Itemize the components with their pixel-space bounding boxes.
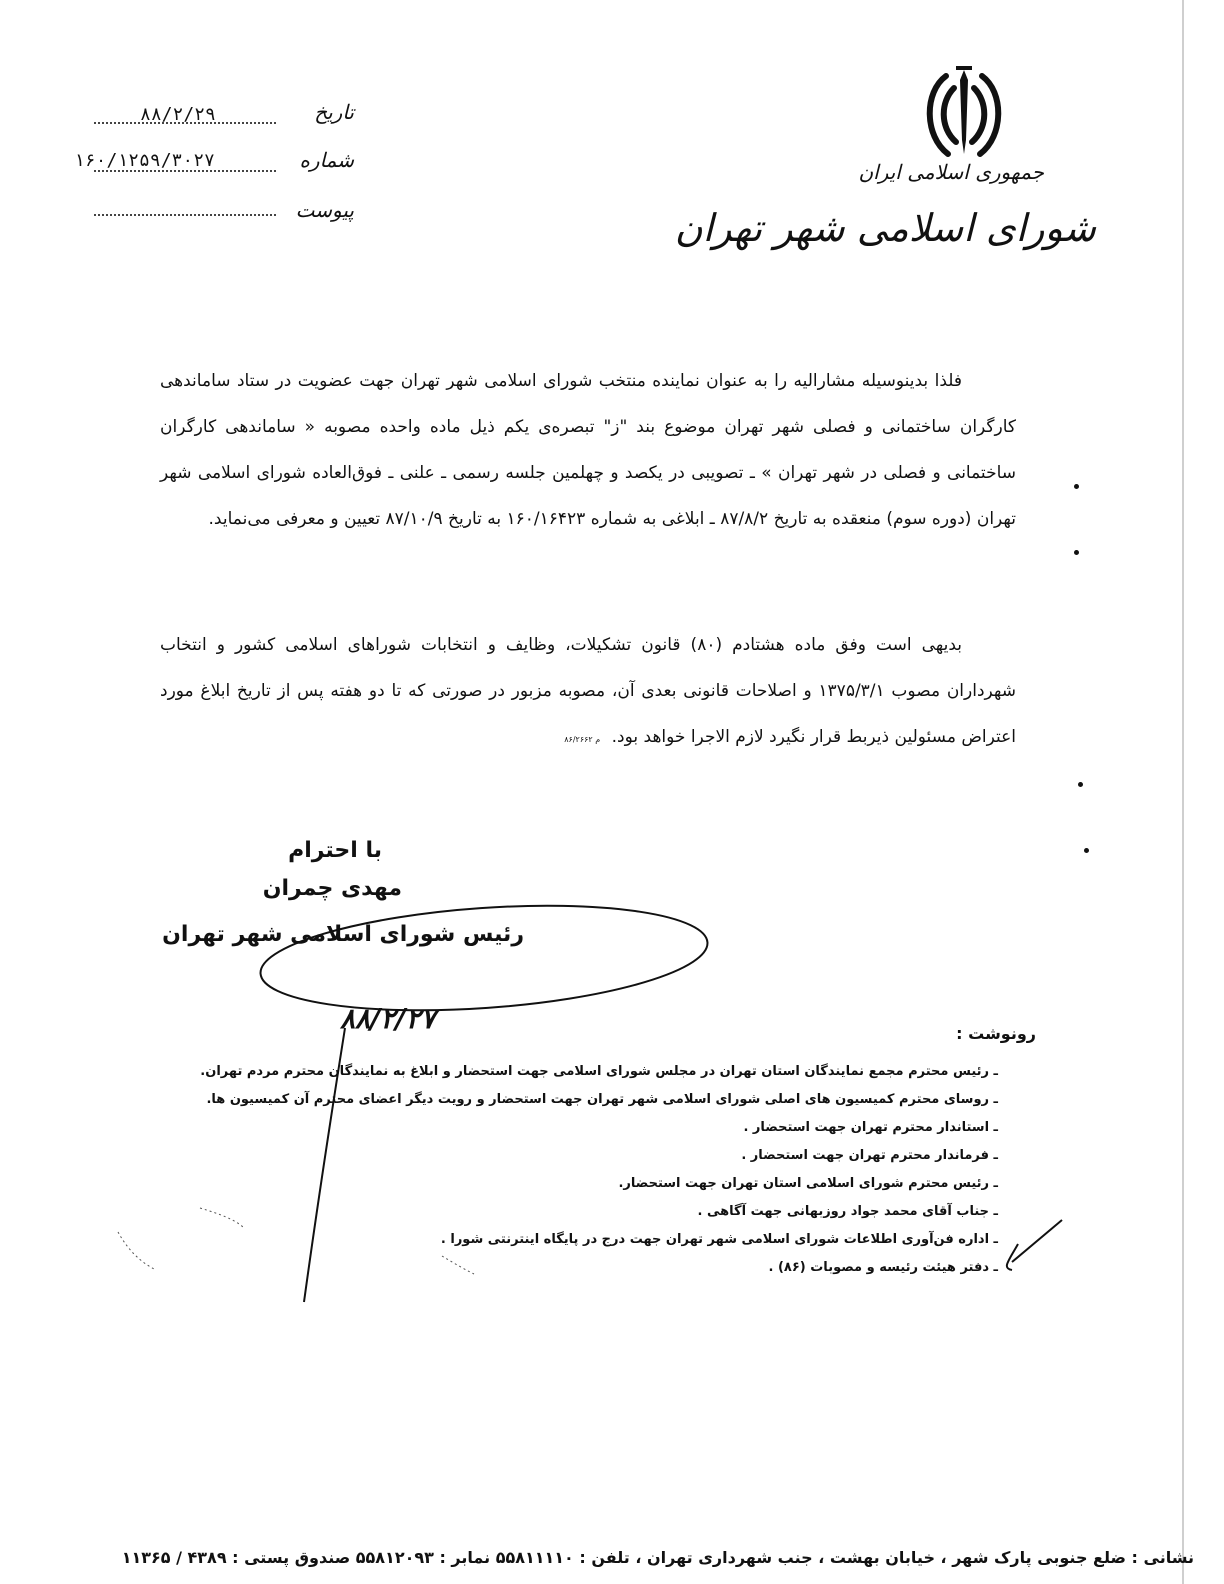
number-value: ۱۶۰/۱۲۵۹/۳۰۲۷: [74, 150, 215, 171]
scan-speck: [1074, 484, 1079, 489]
scan-speck: [1084, 848, 1089, 853]
cc-item: ـ رئیس محترم شورای اسلامی استان تهران جهت استحضار.: [618, 1176, 998, 1191]
body-paragraph-1: فلذا بدینوسیله مشارالیه را به عنوان نماینده منتخب شورای اسلامی شهر تهران جهت عضویت در ستاد ساماندهی کارگران ساختمانی و فصلی شهر تهران موضوع بند "ز" تبصره‌ی یکم ذیل ماده واحده مصوبه « ساماندهی کارگران ساختمانی و فصلی در شهر تهران » ـ تصویبی در یکصد و چهلمین جلسه رسمی ـ علنی ـ فوق‌العاده شورای اسلامی شهر تهران (دوره سوم) منعقده به تاریخ ۸۷/۸/۲ ـ ابلاغی به شماره ۱۶۰/۱۶۴۲۳ به تاریخ ۸۷/۱۰/۹ تعیین و معرفی می‌نماید.: [160, 371, 1016, 529]
cc-item: ـ استاندار محترم تهران جهت استحضار .: [743, 1120, 998, 1135]
scan-speck: [1078, 782, 1083, 787]
date-label: تاریخ: [314, 100, 354, 124]
cc-item: ـ جناب آقای محمد جواد روزبهانی جهت آگاهی .: [697, 1204, 998, 1219]
regards-text: با احترام: [288, 838, 382, 863]
number-label: شماره: [299, 148, 354, 172]
paragraph-2-text: بدیهی است وفق ماده هشتادم (۸۰) قانون تشکیلات، وظایف و انتخابات شوراهای اسلامی کشور و انتخاب شهرداران مصوب ۱۳۷۵/۳/۱ و اصلاحات قانونی بعدی آن، مصوبه مزبور در صورتی که تا دو هفته پس از تاریخ ابلاغ مورد اعتراض مسئولین ذیربط قرار نگیرد لازم الاجرا خواهد بود.: [160, 635, 1016, 747]
cc-item: ـ دفتر هیئت رئیسه و مصوبات (۸۶) .: [768, 1260, 998, 1275]
handwritten-date: ۸۸/۲/۲۷: [340, 1002, 436, 1035]
republic-heading: جمهوری اسلامی ایران: [858, 160, 1044, 184]
cc-item: ـ فرماندار محترم تهران جهت استحضار .: [741, 1148, 998, 1163]
footer-address: نشانی : ضلع جنوبی پارک شهر ، خیابان بهشت ، جنب شهرداری تهران ، تلفن : ۵۵۸۱۱۱۱۰ نمابر : ۵۵۸۱۲۰۹۳ صندوق پستی : ۴۳۸۹ / ۱۱۳۶۵: [121, 1548, 1194, 1567]
cc-title: رونوشت :: [956, 1024, 1036, 1043]
paragraph-2-ref: م ۸۶/۲۶۶۲: [564, 735, 601, 744]
scan-speck: [1074, 550, 1079, 555]
date-value: ۸۸/۲/۲۹: [140, 104, 216, 125]
signatory-name: مهدی چمران: [262, 876, 402, 901]
attachment-label: پیوست: [295, 198, 354, 222]
cc-item: ـ اداره فن‌آوری اطلاعات شورای اسلامی شهر تهران جهت درج در پایگاه اینترنتی شورا .: [440, 1232, 998, 1247]
council-heading: شورای اسلامی شهر تهران: [674, 206, 1096, 250]
cc-list: [200, 1058, 998, 1282]
cc-item: ـ رئیس محترم مجمع نمایندگان استان تهران در مجلس شورای اسلامی جهت استحضار و ابلاغ به نمایندگان محترم مردم تهران.: [200, 1064, 998, 1079]
signatory-title: رئیس شورای اسلامی شهر تهران: [162, 922, 524, 947]
cc-item: ـ روسای محترم کمیسیون های اصلی شورای اسلامی شهر تهران جهت استحضار و رویت دیگر اعضای محترم آن کمیسیون ها.: [206, 1092, 998, 1107]
